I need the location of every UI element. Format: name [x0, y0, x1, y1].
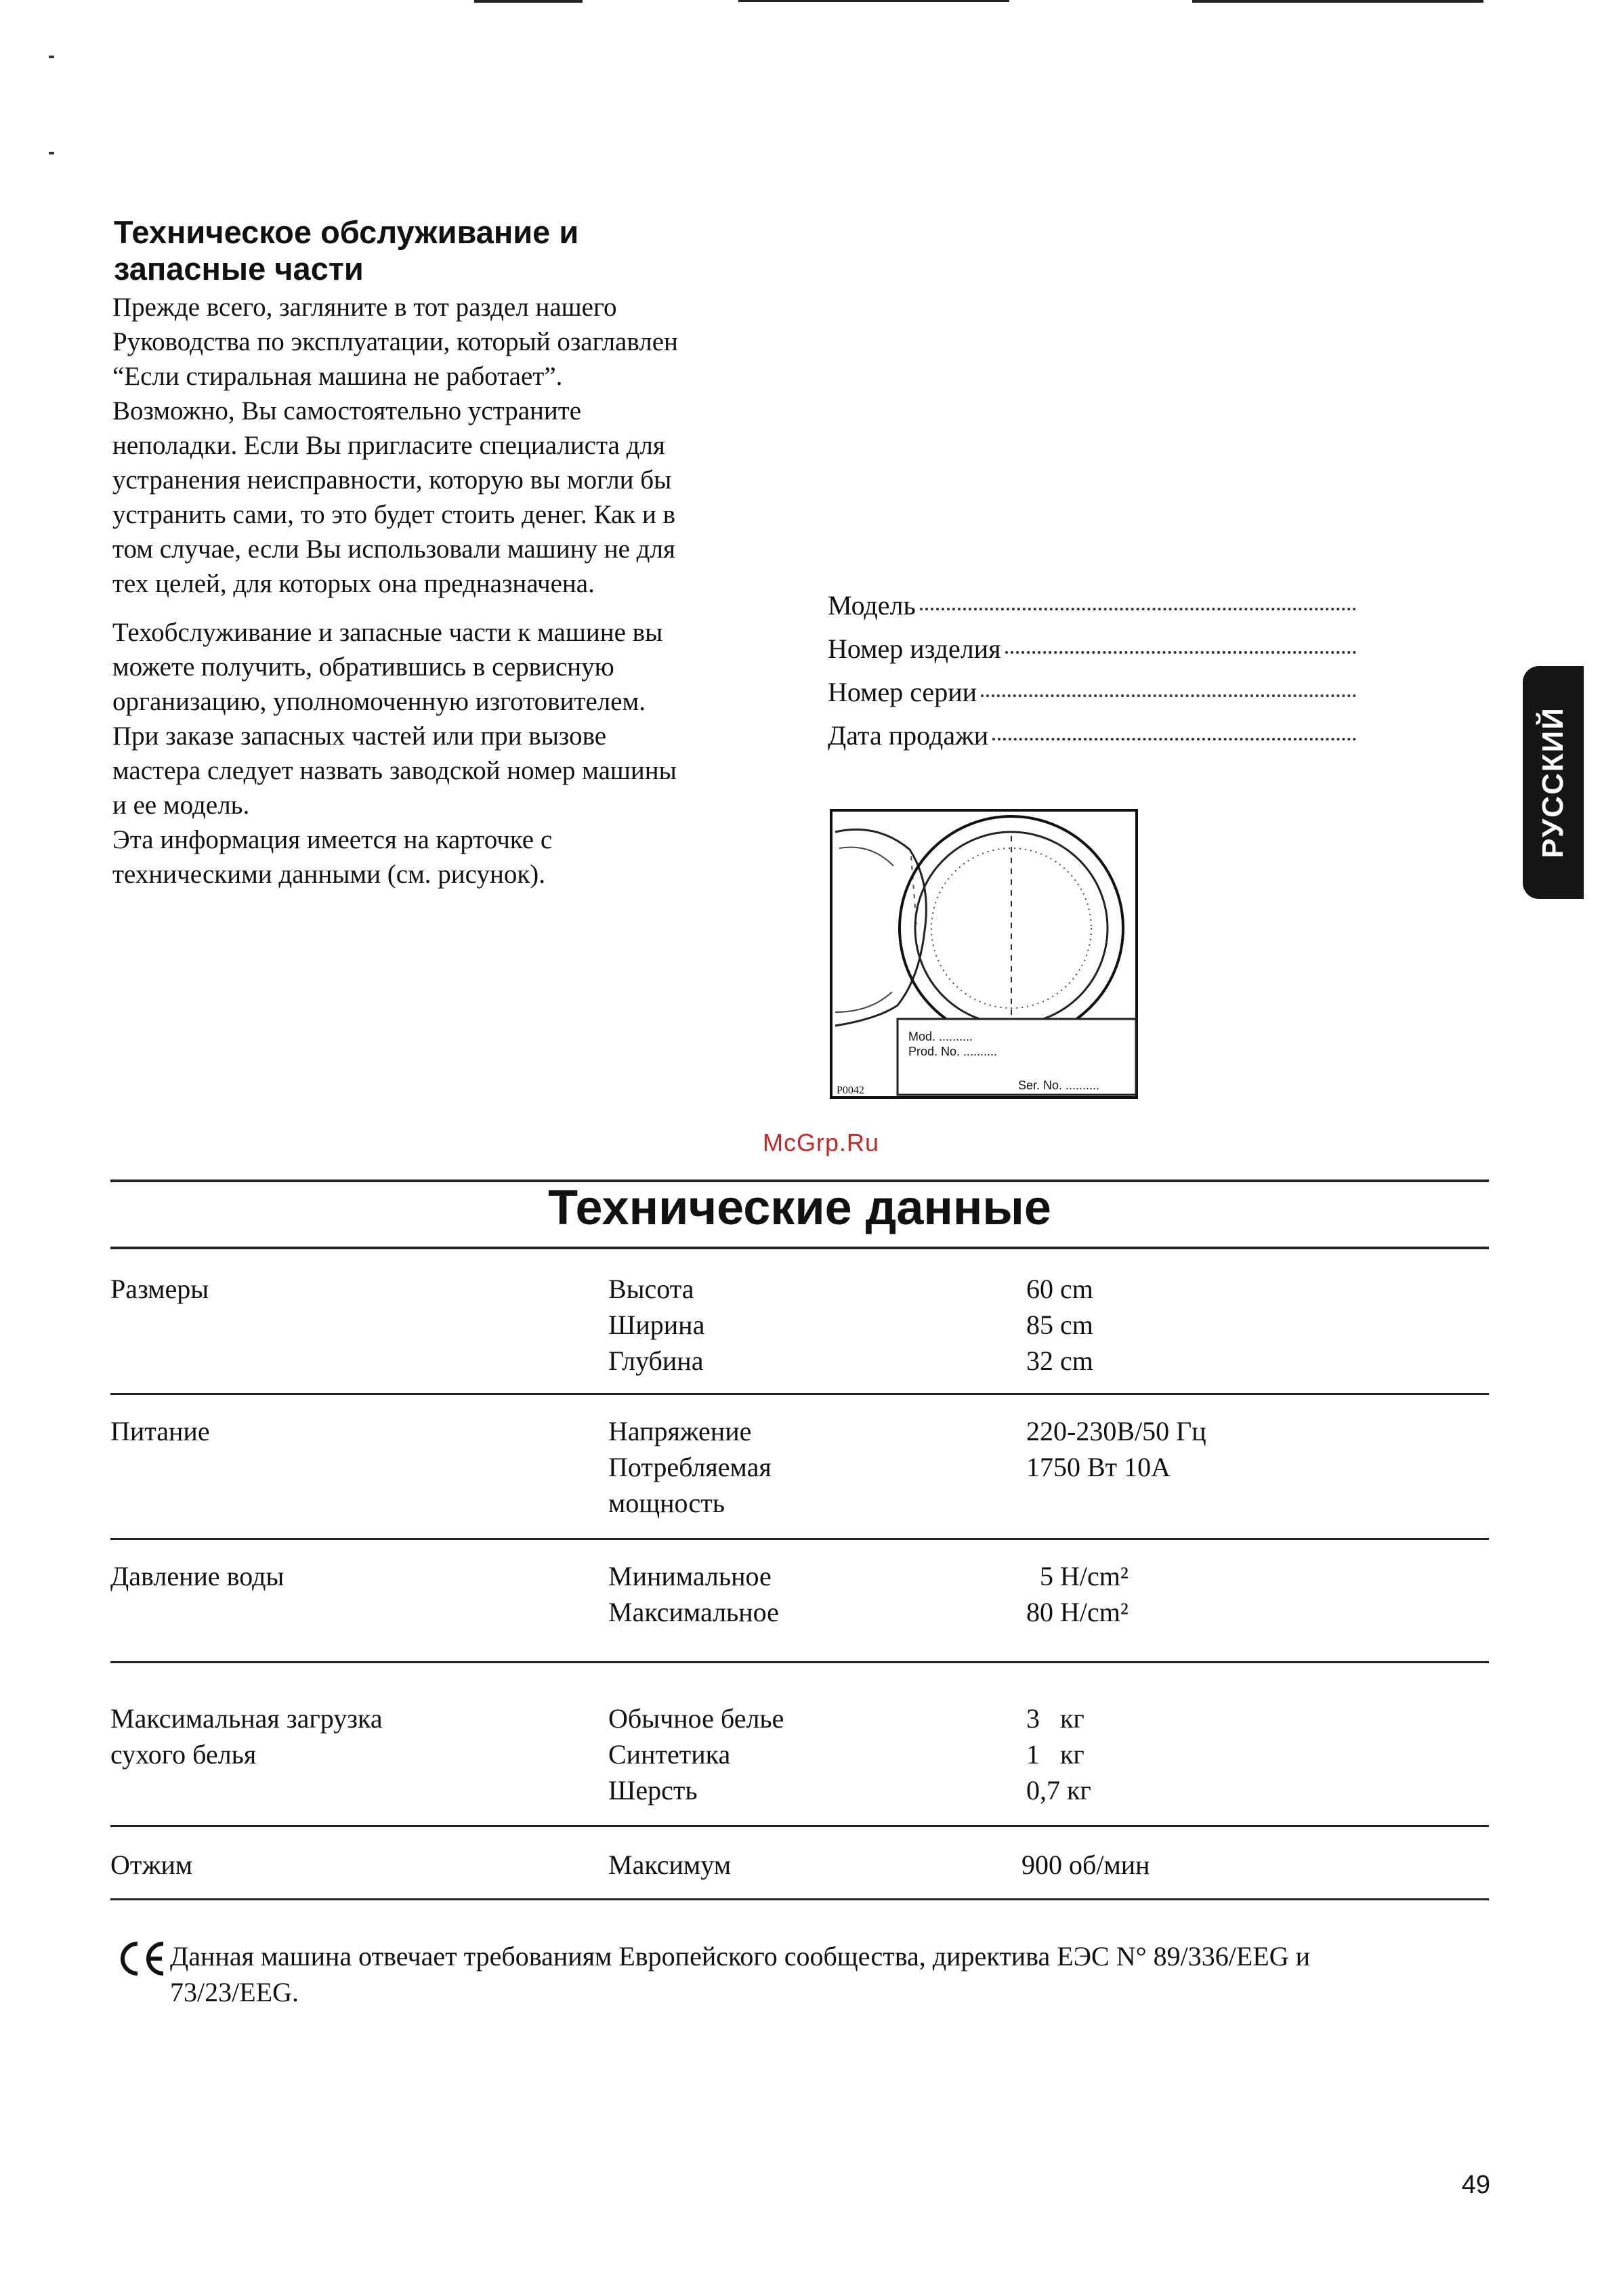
specs-bottom-rule	[110, 1898, 1489, 1900]
spec-value: 32 cm	[1026, 1345, 1093, 1376]
watermark: McGrp.Ru	[762, 1129, 880, 1156]
spec-label: Потребляемая	[608, 1452, 772, 1482]
spec-label: Синтетика	[608, 1739, 731, 1770]
text-line: Эта информация имеется на карточке с	[112, 825, 553, 854]
spec-label: Напряжение	[608, 1416, 752, 1446]
scan-edge-line	[738, 0, 1009, 2]
spec-row-divider	[110, 1538, 1489, 1540]
serial-plate	[898, 1019, 1136, 1095]
plate-mod-text: Mod. ..........	[908, 1030, 973, 1043]
heading-line: запасные части	[114, 251, 364, 287]
scan-mark	[49, 152, 54, 154]
specs-title-rule	[110, 1247, 1489, 1249]
text-line: При заказе запасных частей или при вызове	[112, 722, 607, 751]
page-number: 49	[1461, 2171, 1490, 2199]
text-line: организацию, уполномоченную изготовителем.	[112, 687, 646, 716]
text-line: Прежде всего, загляните в тот раздел нашего	[112, 293, 617, 322]
spec-category-line: Размеры	[110, 1274, 209, 1304]
serial-number-label: Номер серии	[828, 677, 977, 707]
text-line: устранить сами, то это будет стоить денег. Как и в	[112, 500, 676, 529]
model-label: Модель	[828, 590, 916, 621]
spec-category	[110, 1413, 585, 1449]
spec-category-line: сухого белья	[110, 1739, 257, 1770]
spec-label: Минимальное	[608, 1561, 772, 1591]
fill-in-line	[992, 738, 1356, 740]
spec-value: 1 кг	[1026, 1739, 1084, 1770]
spec-row-divider	[110, 1825, 1489, 1827]
text-line: “Если стиральная машина не работает”.	[112, 362, 563, 391]
spec-category-line: Максимальная загрузка	[110, 1703, 383, 1734]
serial-number-field	[828, 675, 1356, 710]
spec-labels	[608, 1700, 988, 1808]
spec-value: 85 cm	[1026, 1310, 1093, 1340]
spec-labels	[608, 1558, 988, 1630]
plate-ser-text: Ser. No. ..........	[1018, 1079, 1100, 1092]
text-line: и ее модель.	[112, 791, 250, 820]
spec-value: 1750 Вт 10А	[1026, 1452, 1171, 1482]
text-line: тех целей, для которых она предназначена.	[112, 569, 595, 598]
service-paragraph	[112, 615, 790, 892]
text-line: техническими данными (см. рисунок).	[112, 860, 546, 889]
model-field	[828, 588, 1356, 623]
spec-values	[1026, 1558, 1433, 1630]
spec-labels	[608, 1413, 988, 1521]
spec-label: Шерсть	[608, 1775, 698, 1806]
ce-mark-icon	[110, 1940, 171, 1978]
sale-date-label: Дата продажи	[828, 720, 989, 751]
spec-value: 900 об/мин	[1021, 1850, 1150, 1880]
spec-category-line: Давление воды	[110, 1561, 284, 1591]
scan-edge-line	[474, 0, 583, 3]
scan-mark	[49, 56, 54, 58]
fill-in-line	[981, 694, 1356, 697]
spec-value: 80 Н/cm²	[1026, 1597, 1129, 1627]
spec-values	[1026, 1700, 1433, 1808]
ce-compliance-note	[110, 1938, 1485, 2010]
text-line: Техобслуживание и запасные части к машине вы	[112, 618, 663, 647]
text-line: Возможно, Вы самостоятельно устраните	[112, 396, 582, 425]
fill-in-line	[1005, 651, 1356, 654]
spec-category-line: Питание	[110, 1416, 210, 1446]
product-number-field	[828, 631, 1356, 667]
spec-label: Высота	[608, 1274, 694, 1304]
spec-label: Обычное белье	[608, 1703, 784, 1734]
text-line: том случае, если Вы использовали машину не для	[112, 535, 675, 564]
spec-label: Максимальное	[608, 1597, 779, 1627]
spec-values	[1021, 1847, 1428, 1883]
maintenance-paragraph	[112, 290, 790, 601]
spec-category	[110, 1271, 585, 1307]
text-line: неполадки. Если Вы пригласите специалиста для	[112, 431, 665, 460]
language-tab	[1523, 666, 1584, 899]
maintenance-heading	[114, 214, 723, 287]
spec-value: 0,7 кг	[1026, 1775, 1091, 1806]
text-line: можете получить, обратившись в сервисную	[112, 652, 614, 682]
scan-edge-line	[1192, 0, 1483, 3]
rating-plate-figure	[830, 809, 1138, 1099]
language-tab-label: РУССКИЙ	[1536, 707, 1570, 858]
spec-label: Ширина	[608, 1310, 705, 1340]
spec-value: 220-230В/50 Гц	[1026, 1416, 1206, 1446]
figure-code: P0042	[837, 1085, 864, 1096]
spec-value: 5 Н/cm²	[1026, 1561, 1129, 1591]
spec-row-divider	[110, 1393, 1489, 1395]
ce-text-line: 73/23/EEG.	[170, 1977, 299, 2007]
spec-category	[110, 1847, 585, 1883]
sale-date-field	[828, 718, 1356, 753]
spec-row-divider	[110, 1661, 1489, 1663]
ce-text-line: Данная машина отвечает требованиям Европейского сообщества, директива ЕЭС N° 89/336/EEG и	[170, 1941, 1311, 1971]
text-line: мастера следует назвать заводской номер машины	[112, 756, 677, 785]
spec-values	[1026, 1271, 1433, 1379]
spec-label: Глубина	[608, 1345, 704, 1376]
spec-value: 3 кг	[1026, 1703, 1084, 1734]
spec-category	[110, 1700, 585, 1772]
text-line: устранения неисправности, которую вы могли бы	[112, 465, 672, 495]
spec-label: мощность	[608, 1488, 725, 1518]
spec-label: Максимум	[608, 1850, 732, 1880]
spec-value: 60 cm	[1026, 1274, 1093, 1304]
spec-category-line: Отжим	[110, 1850, 193, 1880]
spec-values	[1026, 1413, 1433, 1485]
spec-labels	[608, 1847, 988, 1883]
product-number-label: Номер изделия	[828, 633, 1001, 664]
specs-title: Технические данные	[548, 1181, 1051, 1235]
fill-in-line	[920, 608, 1356, 610]
plate-prod-text: Prod. No. ..........	[908, 1045, 998, 1058]
heading-line: Техническое обслуживание и	[114, 214, 579, 250]
text-line: Руководства по эксплуатации, который озаглавлен	[112, 327, 678, 356]
spec-category	[110, 1558, 585, 1594]
spec-labels	[608, 1271, 988, 1379]
